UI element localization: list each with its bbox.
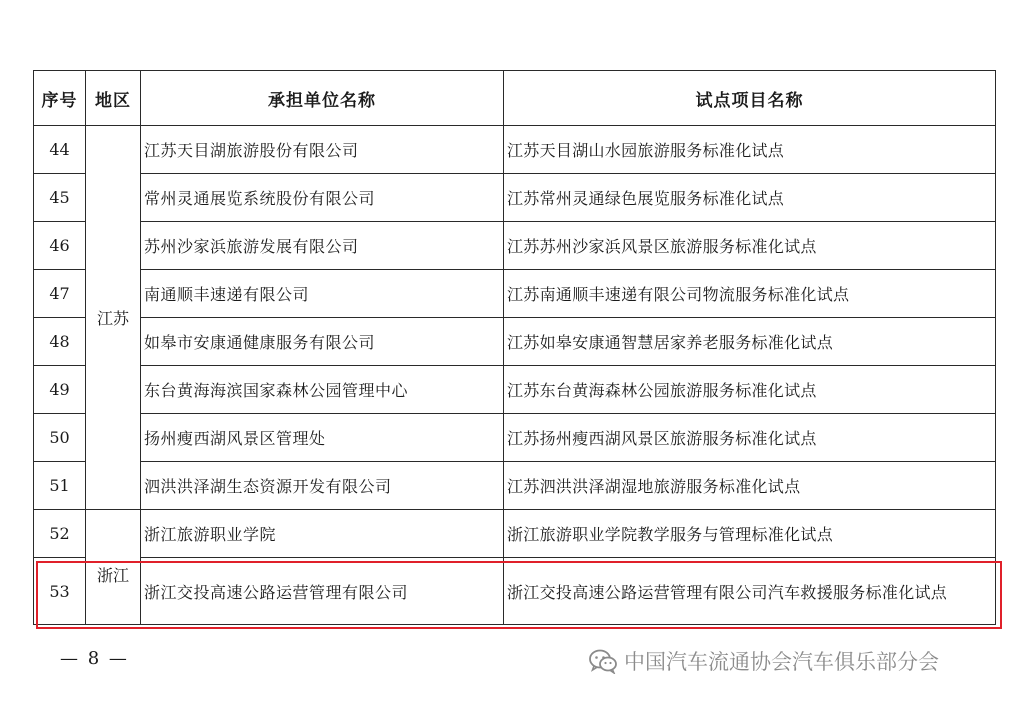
row-unit: 扬州瘦西湖风景区管理处 <box>141 414 504 462</box>
row-unit: 东台黄海海滨国家森林公园管理中心 <box>141 366 504 414</box>
row-unit: 如皋市安康通健康服务有限公司 <box>141 318 504 366</box>
header-row <box>34 71 996 126</box>
row-seq: 52 <box>34 510 86 558</box>
row-seq: 47 <box>34 270 86 318</box>
row-project: 江苏天目湖山水园旅游服务标准化试点 <box>504 126 996 174</box>
table-row <box>34 126 996 174</box>
watermark <box>588 646 939 676</box>
table-row <box>34 222 996 270</box>
row-seq: 50 <box>34 414 86 462</box>
table-row <box>34 462 996 510</box>
table-row <box>34 270 996 318</box>
row-seq: 49 <box>34 366 86 414</box>
row-unit: 浙江交投高速公路运营管理有限公司 <box>141 558 504 625</box>
row-seq: 48 <box>34 318 86 366</box>
row-unit: 浙江旅游职业学院 <box>141 510 504 558</box>
pilot-table <box>33 70 996 625</box>
wechat-icon <box>588 648 618 674</box>
table-row <box>34 318 996 366</box>
row-seq: 51 <box>34 462 86 510</box>
watermark-text: 中国汽车流通协会汽车俱乐部分会 <box>624 650 939 674</box>
row-unit: 南通顺丰速递有限公司 <box>141 270 504 318</box>
row-seq: 46 <box>34 222 86 270</box>
region-zhejiang: 浙江 <box>86 510 141 625</box>
row-project: 江苏南通顺丰速递有限公司物流服务标准化试点 <box>504 270 996 318</box>
table-row <box>34 414 996 462</box>
header-seq: 序号 <box>34 71 86 126</box>
row-project: 江苏苏州沙家浜风景区旅游服务标准化试点 <box>504 222 996 270</box>
row-project: 浙江交投高速公路运营管理有限公司汽车救援服务标准化试点 <box>504 558 996 625</box>
row-seq: 53 <box>34 558 86 625</box>
row-project: 浙江旅游职业学院教学服务与管理标准化试点 <box>504 510 996 558</box>
table-row <box>34 366 996 414</box>
header-unit: 承担单位名称 <box>141 71 504 126</box>
row-project: 江苏扬州瘦西湖风景区旅游服务标准化试点 <box>504 414 996 462</box>
row-project: 江苏常州灵通绿色展览服务标准化试点 <box>504 174 996 222</box>
row-project: 江苏泗洪洪泽湖湿地旅游服务标准化试点 <box>504 462 996 510</box>
row-unit: 泗洪洪泽湖生态资源开发有限公司 <box>141 462 504 510</box>
page-number: — 8 — <box>60 648 129 669</box>
row-project: 江苏东台黄海森林公园旅游服务标准化试点 <box>504 366 996 414</box>
row-seq: 44 <box>34 126 86 174</box>
table-row <box>34 510 996 558</box>
row-unit: 江苏天目湖旅游股份有限公司 <box>141 126 504 174</box>
row-project: 江苏如皋安康通智慧居家养老服务标准化试点 <box>504 318 996 366</box>
region-jiangsu: 江苏 <box>86 126 141 510</box>
row-unit: 苏州沙家浜旅游发展有限公司 <box>141 222 504 270</box>
header-project: 试点项目名称 <box>504 71 996 126</box>
header-region: 地区 <box>86 71 141 126</box>
row-seq: 45 <box>34 174 86 222</box>
row-unit: 常州灵通展览系统股份有限公司 <box>141 174 504 222</box>
table-row-highlighted <box>34 558 996 625</box>
table-row <box>34 174 996 222</box>
